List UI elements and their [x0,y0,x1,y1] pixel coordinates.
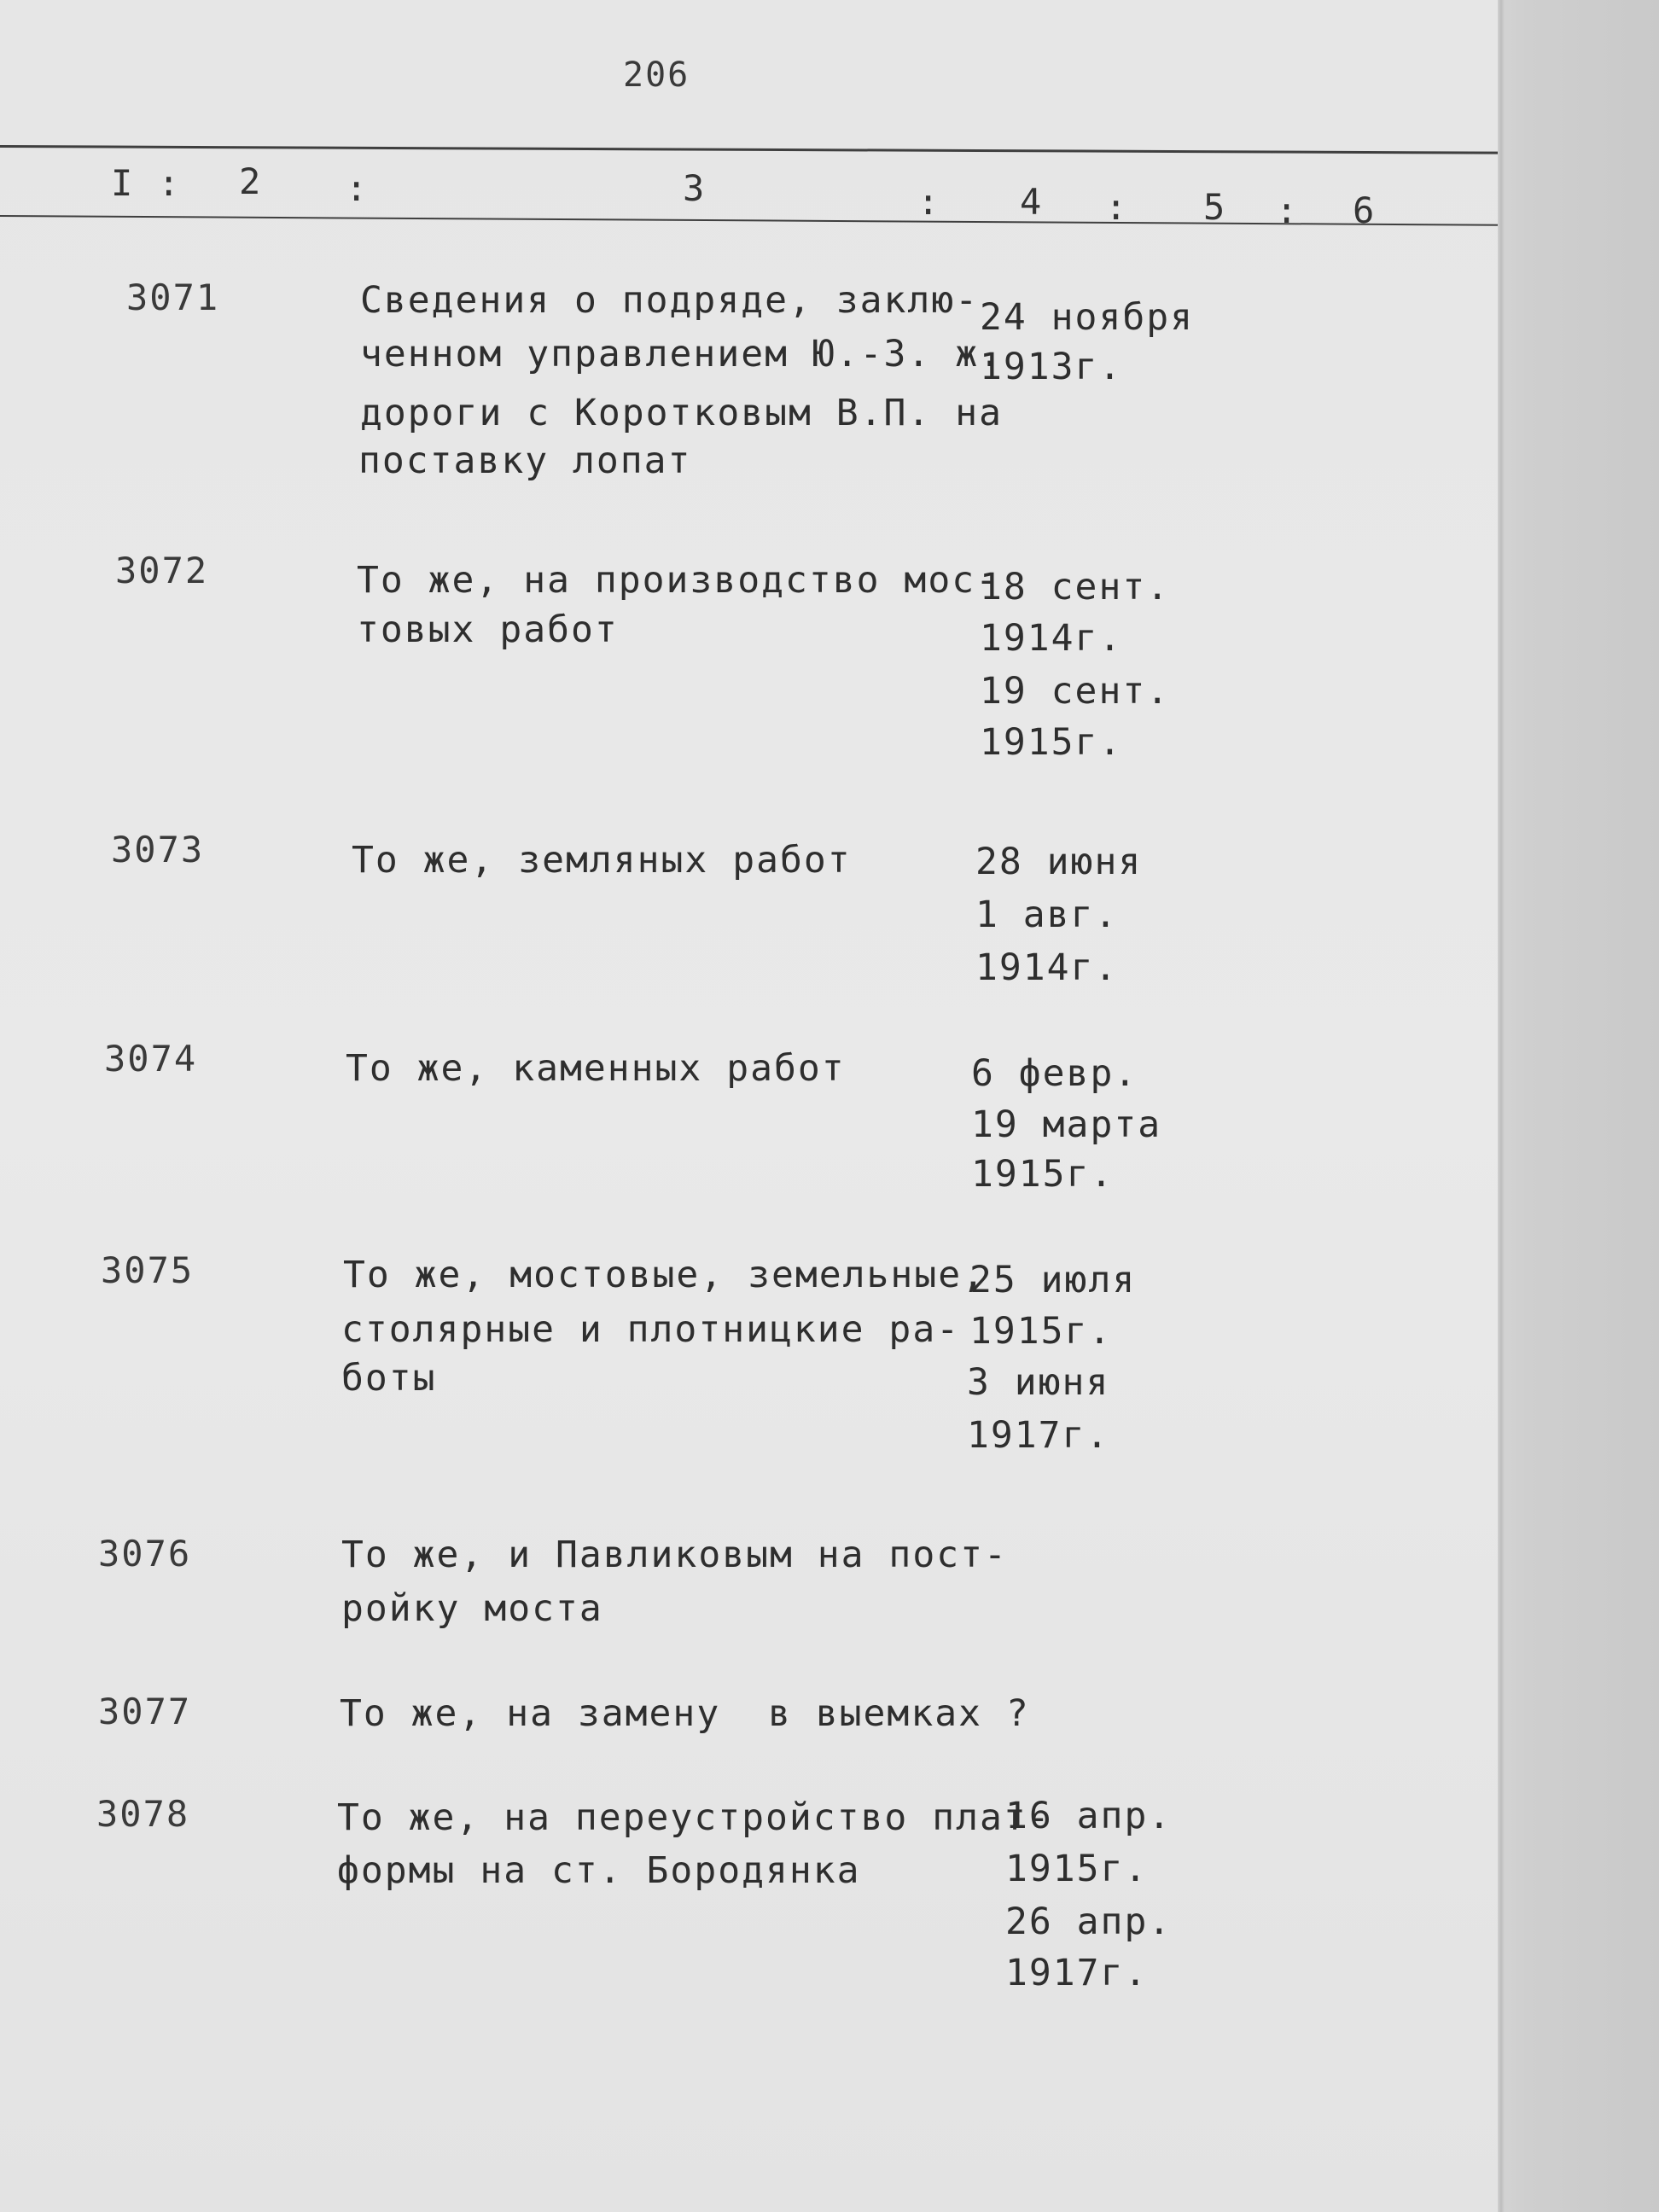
header-column-1: I [111,162,133,204]
page-number: 206 [623,55,690,95]
row-date-line: 25 июля [969,1259,1137,1301]
row-description-line: То же, на производство мос- [357,559,999,602]
header-top-rule [0,145,1502,154]
row-number: 3072 [115,550,209,591]
row-number: 3071 [126,276,220,318]
row-description-line: столярные и плотницкие ра- [341,1308,961,1351]
row-date-line: 1915г. [971,1153,1115,1196]
row-date-line: 1 авг. [975,894,1119,936]
row-date-line: 1915г. [1005,1848,1149,1890]
row-date-line: 3 июня [967,1361,1110,1404]
row-number: 3076 [98,1533,192,1575]
row-description-line: ройку моста [341,1587,603,1630]
header-separator: : [917,181,940,223]
row-description-line: То же, земляных работ [352,839,852,882]
row-date-line: 24 ноября [980,296,1194,339]
row-date-line: 1915г. [980,721,1123,764]
row-date-line: 28 июня [975,841,1143,883]
row-date-line: 1914г. [975,946,1119,989]
row-date-line: 6 февр. [971,1052,1138,1095]
row-date-line: 19 сент. [980,670,1171,713]
row-description-line: То же, каменных работ [346,1047,846,1090]
paper-edge-shadow [1498,0,1505,2212]
row-date-line: 18 сент. [980,566,1171,608]
row-description-line: поставку лопат [358,439,692,482]
row-number: 3078 [96,1793,190,1835]
row-number: 3075 [101,1249,195,1291]
row-date-line: 1915г. [969,1310,1113,1353]
header-separator: : [1276,189,1298,231]
header-column-4: 4 [1020,181,1042,223]
header-column-5: 5 [1203,186,1225,228]
header-separator: : [346,167,368,209]
row-description-line: ченном управлением Ю.-З. ж. [360,333,1003,375]
row-description-line: Сведения о подряде, заклю- [360,279,980,322]
header-column-2: 2 [239,160,261,202]
row-date-line: 1913г. [980,346,1123,388]
header-separator: : [158,162,180,204]
header-separator: : [1105,186,1127,228]
row-date-line: 16 апр. [1005,1795,1173,1837]
row-number: 3074 [104,1038,198,1080]
row-description-line: То же, мостовые, земельные, [343,1254,986,1296]
header-column-6: 6 [1353,189,1375,231]
row-description-line: То же, на замену в выемках ? [340,1692,1030,1735]
row-description-line: То же, и Павликовым на пост- [341,1534,1008,1576]
row-date-line: 1917г. [967,1414,1110,1457]
row-date-line: 19 марта [971,1103,1162,1146]
row-description-line: боты [341,1357,437,1400]
row-description-line: формы на ст. Бородянка [337,1849,861,1892]
row-description-line: То же, на переустройство плат- [337,1796,1051,1839]
row-description-line: товых работ [357,608,619,651]
row-description-line: дороги с Коротковым В.П. на [360,392,1003,434]
row-date-line: 1914г. [980,617,1123,660]
row-number: 3077 [98,1691,192,1732]
row-date-line: 1917г. [1005,1952,1149,1994]
row-number: 3073 [111,829,205,870]
row-date-line: 26 апр. [1005,1901,1173,1943]
header-column-3: 3 [683,167,705,209]
